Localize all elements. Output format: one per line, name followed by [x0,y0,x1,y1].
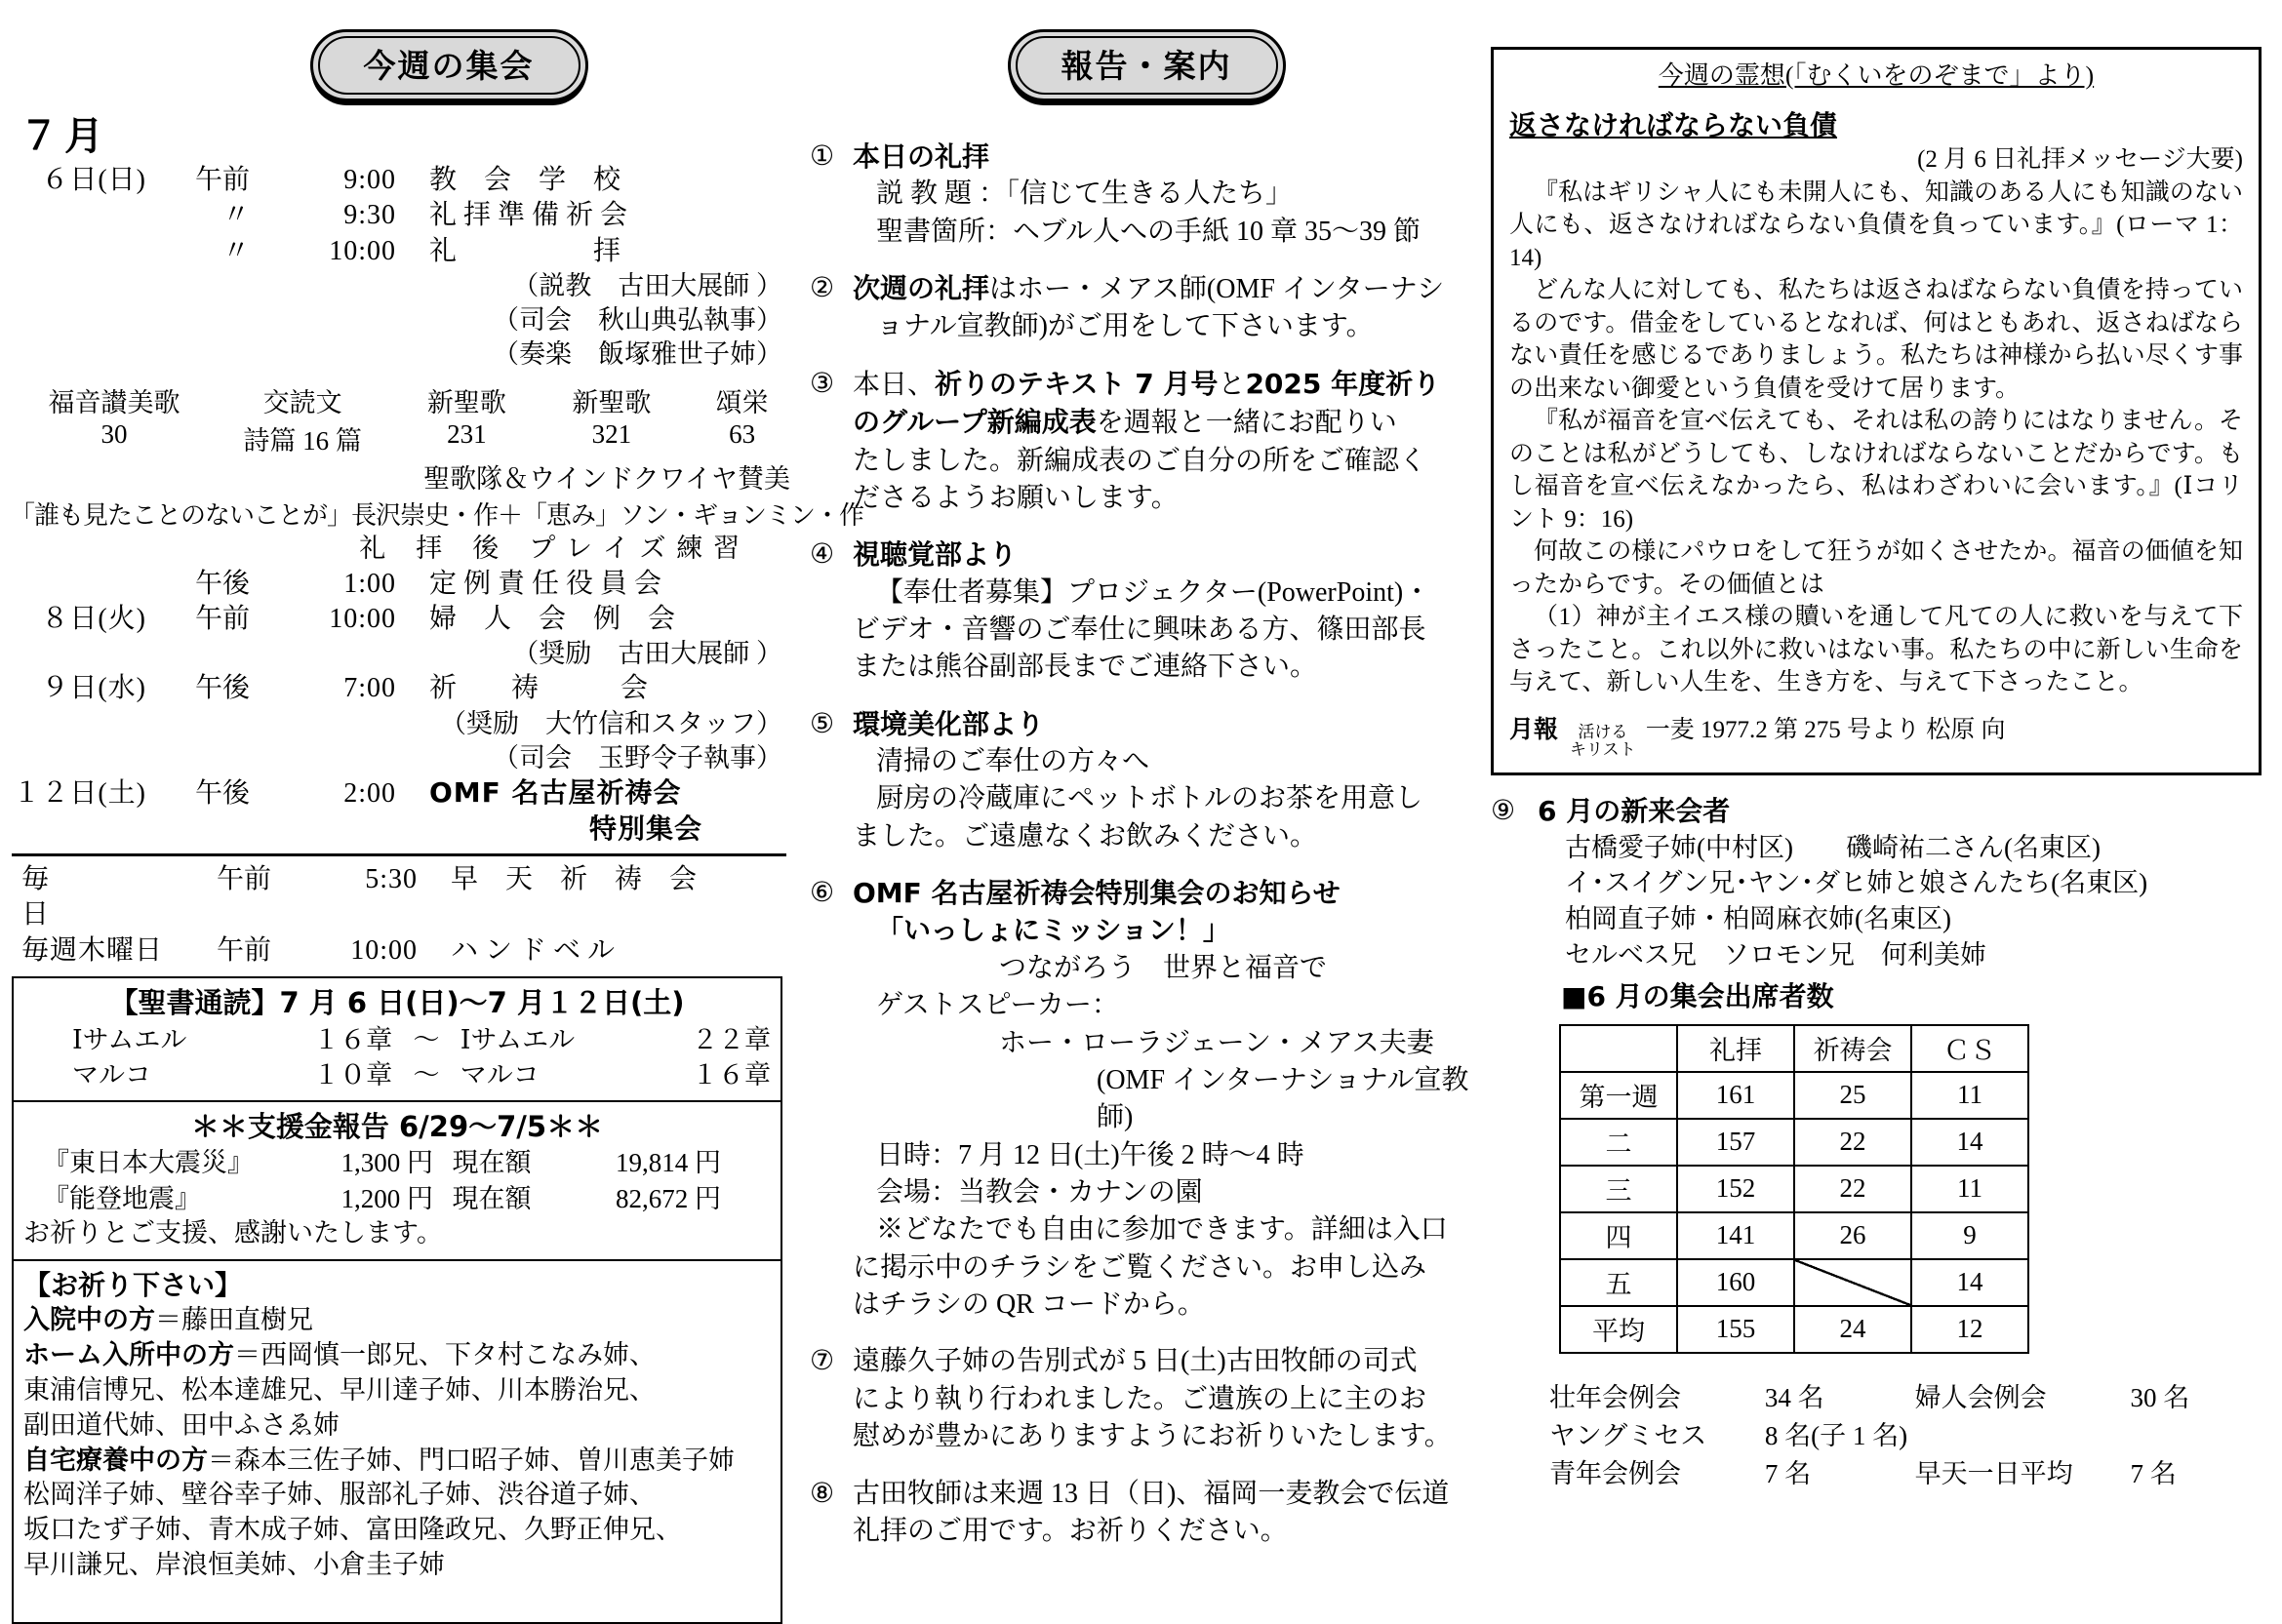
announcement-line: 礼拝のご用です。お祈りください。 [853,1515,1288,1546]
weekly-meetings-title: 今週の集会 [310,29,588,101]
prayer-sep: ＝ [208,1445,234,1475]
newcomers-section [1491,793,2262,1016]
schedule-time: 9:30 [343,200,396,231]
announcement-line: 会場：当教会・カナンの園 [876,1176,1203,1208]
schedule-time: 10:00 [329,603,396,634]
announcement-body [853,875,1483,1324]
attendance-worship: 160 [1677,1259,1794,1306]
support-amount: 1,300 円 [340,1148,433,1178]
prayer-line [23,1408,771,1444]
guest-speaker-org: (OMF インターナショナル宣教師) [1097,1064,1469,1133]
month-label: ７月 [20,114,109,159]
announcement-number: ⑧ [810,1478,835,1509]
attendance-worship: 155 [1677,1306,1794,1353]
choir-line: 聖歌隊＆ウインドクワイヤ賛美 [423,464,790,495]
attendance-col-blank [1560,1025,1677,1072]
attendance-cs: 14 [1911,1119,2028,1166]
schedule-date: ６日(日) [41,165,146,195]
prayer-line [23,1373,771,1408]
attendance-week-label: 五 [1560,1259,1677,1306]
announcement-subheading: 「いっしょにミッション！」 [876,914,1230,947]
table-header-row [1560,1025,2028,1072]
schedule-time: 1:00 [343,568,396,599]
stats-value-2: 30 名 [2130,1382,2190,1412]
announcement-number: ② [810,273,835,304]
announcement-item [810,270,1483,346]
meditation-title: 今週の霊想(「むくいをのぞまで」より) [1658,61,2095,90]
prayer-sep: ＝ [234,1339,260,1369]
left-column [0,0,864,1624]
prayer-request-box [12,1261,782,1624]
announcement-line: たしました。新編成表のご自分の所をご確認く [853,445,1427,476]
announcement-line: に掲示中のチラシをご覧ください。お申し込み [853,1251,1427,1283]
schedule-date: 毎週木曜日 [21,934,164,966]
support-label: 現在額 [452,1148,532,1178]
stats-label-2 [1915,1417,2131,1455]
announcement-item [810,366,1483,517]
schedule-row [0,602,800,637]
schedule-block-2 [0,567,800,638]
schedule-event: 定 例 責 任 役 員 会 [429,568,662,599]
meditation-source-stack [1570,724,1636,759]
meditation-paragraph: 何故この様にパウロをして狂うが如くさせたか。福音の価値を知ったからです。その価値とは [1509,538,2243,598]
prayer-meeting-note: （司会 玉野令子執事） [493,742,782,772]
meditation-source-stack-bottom: キリスト [1570,739,1636,759]
announcement-body [853,1343,1483,1455]
stats-row [1491,1455,2262,1493]
table-row [1560,1259,2028,1306]
announcement-line: ※どなたでも自由に参加できます。詳細は入口 [876,1214,1448,1246]
announcement-line: 清掃のご奉仕の方々へ [876,746,1150,777]
prayer-sep: ＝ [155,1304,181,1334]
stats-value: 34 名 [1764,1382,1824,1412]
schedule-date: １２日(土) [13,778,146,809]
announcement-line [853,270,1483,308]
stats-row [1491,1379,2262,1417]
schedule-date: ９日(水) [41,673,146,704]
announcement-line [853,366,1483,404]
support-name: 『東日本大震災』 [43,1148,254,1178]
worship-notes [0,269,800,372]
table-row [1560,1306,2028,1353]
meditation-source [1509,713,2243,759]
announcement-line: 厨房の冷蔵庫にペットボトルのお茶を用意し [876,783,1423,814]
prayer-line [23,1548,771,1583]
support-total: 82,672 円 [616,1183,721,1213]
prayer-label: 自宅療養中の方 [23,1445,208,1476]
hymn-header-row [18,381,800,419]
hymn-value-row [18,419,800,457]
announcement-tagline: つながろう 世界と福音で [999,952,1328,983]
schedule-row [0,567,800,602]
prayer-line [23,1478,771,1513]
prayer-names: 副田道代姉、田中ふさゑ姉 [23,1409,340,1440]
bible-from-chapter: １６章 [313,1024,393,1054]
guest-speaker-label: ゲストスピーカー： [876,990,1119,1021]
meditation-paragraph: どんな人に対しても、私たちは返さねばならない負債を持っているのです。借金をしているとなれば、何はともあれ、返さねばならない責任を感じるでありましょう。私たちは神様から払い尽くす事の出来ない御愛という負債を受けて居ります。 [1509,277,2243,402]
prayer-line [23,1444,771,1479]
after-service-line: 礼 拝 後 プ レ イ ズ 練 習 [359,534,741,564]
announcement-line: ました。ご遠慮なくお飲みください。 [853,820,1318,852]
announcement-body [853,1476,1483,1551]
stats-section [1491,1379,2262,1493]
support-amount: 1,200 円 [340,1183,433,1213]
announcement-tail: を週報と一緒にお配りい [1096,408,1397,439]
attendance-cs: 9 [1911,1212,2028,1259]
prayer-names: 森本三佐子姉、門口昭子姉、曽川恵美子姉 [234,1445,735,1475]
meditation-paragraph: （1）神が主イエス様の贖いを通して凡ての人に救いを与えて下さったこと。これ以外に救いはない事。私たちの中に新しい生命を与えて、新しい人生を、生き方を、与えて下さったこと。 [1509,604,2243,696]
schedule-ampm: 午後 [194,568,250,599]
attendance-week-label: 二 [1560,1119,1677,1166]
support-report-title: ＊＊支援金報告 6/29〜7/5＊＊ [190,1109,604,1143]
schedule-event: 早 天 祈 祷 会 [451,863,698,894]
prayer-names: 松岡洋子姉、壁谷幸子姉、服部礼子姉、渋谷道子姉、 [23,1480,656,1510]
schedule-event: 婦 人 会 例 会 [429,603,676,634]
hymn-value: 321 [591,419,632,450]
schedule-block-1 [0,163,800,269]
attendance-week-label: 第一週 [1560,1072,1677,1119]
schedule-ampm: 〃 [221,235,250,266]
schedule-event: 教 会 学 校 [429,165,621,195]
announcement-line: ださるようお願いします。 [853,482,1179,513]
prayer-request-title: 【お祈り下さい】 [23,1268,243,1301]
meditation-paragraph: 『私が福音を宣べ伝えても、それは私の誇りにはなりません。そのことは私がどうしても、しなければならないことだからです。もし福音を宣べ伝えなかったら、私はわざわいに会います。』(Ⅰコリント 9：16) [1509,408,2243,533]
stats-label-2: 早天一日平均 [1914,1458,2073,1488]
divider [12,853,786,856]
announcement-heading: 環境美化部より [853,707,1045,740]
announcement-line: により執り行われました。ご遺族の上に主のお [853,1383,1427,1414]
attendance-prayer: 22 [1794,1166,1911,1212]
attendance-worship: 152 [1677,1166,1794,1212]
hymn-table [0,381,800,457]
bible-to-chapter: ２２章 [692,1024,771,1054]
announcement-item [810,1476,1483,1551]
announcement-heading: 本日の礼拝 [853,140,990,173]
bible-tilde: 〜 [413,1059,440,1089]
bible-reading-row [23,1057,771,1092]
regular-meetings [0,862,800,969]
announcements-title: 報告・案内 [1008,29,1286,101]
stats-label: ヤングミセス [1549,1420,1707,1450]
meditation-source-label: 月報 [1509,714,1559,743]
announcement-heading: 次週の礼拝 [853,272,990,305]
schedule-ampm: 午前 [194,603,250,634]
stats-label-2: 婦人会例会 [1914,1382,2047,1412]
support-label: 現在額 [452,1183,532,1213]
schedule-time: 7:00 [343,673,396,704]
newcomer-line: 柏岡直子姉・柏岡麻衣姉(名東区) [1565,904,1951,934]
schedule-row [0,933,800,969]
meditation-source-rest: 一麦 1977.2 第 275 号より 松原 向 [1645,716,2006,743]
attendance-week-label: 三 [1560,1166,1677,1212]
special-meeting-title: OMF 名古屋祈祷会 [429,776,682,809]
attendance-week-label: 平均 [1560,1306,1677,1353]
special-meeting-subtitle: 特別集会 [588,812,702,846]
schedule-time: 10:00 [350,934,418,966]
announcement-body [853,366,1483,517]
bible-reading-title: 【聖書通読】7 月 6 日(日)〜7 月１２日(土) [109,985,685,1019]
stats-value: 8 名(子 1 名) [1764,1420,1908,1450]
schedule-ampm: 〃 [221,200,250,231]
schedule-date: 毎 日 [21,863,194,931]
newcomer-line: イ･スイグン兄･ヤン･ダヒ姉と娘さんたち(名東区) [1565,868,2148,898]
bible-to-book: Ⅰサムエル [460,1024,576,1054]
schedule-time: 5:30 [365,863,418,894]
announcements-header [810,29,1483,101]
announcement-number: ⑤ [810,708,835,739]
announcement-list [810,139,1483,1550]
schedule-ampm: 午前 [216,934,271,966]
announcement-number: ③ [810,368,835,399]
attendance-week-label: 四 [1560,1212,1677,1259]
schedule-time: 2:00 [343,778,396,809]
attendance-cs: 11 [1911,1166,2028,1212]
hymn-value: 63 [729,419,756,450]
schedule-row [0,198,800,233]
announcement-line: ビデオ・音響のご奉仕に興味ある方、篠田部長 [853,614,1426,645]
support-row [23,1145,771,1180]
schedule-block-3 [0,671,800,706]
bible-to-chapter: １６章 [692,1059,771,1089]
schedule-date: ８日(火) [41,603,146,634]
prayer-names: 藤田直樹兄 [181,1304,313,1334]
announcement-heading: OMF 名古屋祈祷会特別集会のお知らせ [853,877,1341,910]
stats-label: 壮年会例会 [1549,1382,1681,1412]
weekly-meetings-header [0,29,800,101]
womens-meeting-note: （奨励 古田大展師 ） [512,639,782,669]
prayer-names: 早川謙兄、岸浪恒美姉、小倉圭子姉 [23,1550,445,1580]
schedule-event: 祈 祷 会 [429,673,649,704]
schedule-ampm: 午後 [194,673,250,704]
schedule-row [0,234,800,269]
prayer-meeting-note: （奨励 大竹信和スタッフ） [440,708,782,738]
schedule-ampm: 午前 [194,165,250,195]
bible-reading-box [12,976,782,1102]
middle-column [810,0,1483,1569]
bible-from-book: マルコ [72,1059,151,1089]
announcement-heading-3: のグループ新編成表 [853,406,1097,439]
announcement-line: 説 教 題 ：「信じて生きる人たち」 [876,178,1294,210]
guest-speaker-name: ホー・ローラジェーン・メアス夫妻 [999,1027,1434,1058]
bible-from-chapter: １０章 [313,1059,393,1089]
attendance-prayer: 25 [1794,1072,1911,1119]
attendance-prayer-empty [1794,1259,1911,1306]
newcomers-body [1538,793,2262,1016]
announcement-heading: 祈りのテキスト 7 月号 [935,367,1219,400]
attendance-cs: 11 [1911,1072,2028,1119]
stats-value-2 [2131,1417,2262,1455]
meditation-box [1491,47,2262,775]
worship-note: （奏楽 飯塚雅世子姉） [493,339,782,370]
bible-to-book: マルコ [460,1059,540,1089]
schedule-row [0,862,800,933]
announcement-line: 慰めが豊かにありますようにお祈りいたします。 [853,1421,1452,1452]
hymn-header: 頌栄 [715,388,769,418]
meditation-subtitle: 返さなければならない負債 [1509,108,1838,141]
attendance-cs: 14 [1911,1259,2028,1306]
announcement-prefix: 本日、 [853,369,936,400]
announcement-number: ① [810,141,835,172]
newcomer-line: セルベス兄 ソロモン兄 何利美姉 [1565,939,1986,970]
announcement-number: ④ [810,539,835,571]
support-total: 19,814 円 [616,1148,721,1178]
schedule-event: 礼 拝 準 備 祈 会 [429,200,628,231]
announcement-mid: と [1218,369,1246,400]
announcement-body [853,270,1483,346]
support-name: 『能登地震』 [43,1183,201,1213]
special-meeting-row [0,775,800,812]
meditation-date: (2 月 6 日礼拝メッセージ大要) [1917,146,2243,174]
stats-label: 青年会例会 [1549,1458,1681,1488]
announcement-body [853,139,1483,251]
schedule-time: 9:00 [343,165,396,195]
stats-value: 7 名 [1764,1458,1812,1488]
meditation-subtitle-row [1509,107,2243,144]
announcement-number: ⑥ [810,878,835,909]
attendance-heading: ■6 月の集会出席者数 [1561,980,1834,1013]
attendance-prayer: 26 [1794,1212,1911,1259]
table-row [1560,1166,2028,1212]
table-row [1560,1072,2028,1119]
schedule-time: 10:00 [329,235,396,266]
bible-tilde: 〜 [413,1024,440,1054]
right-column [1491,0,2262,1493]
attendance-col-cs: ＣＳ [1911,1025,2028,1072]
announcement-item [810,706,1483,855]
hymn-header: 福音讃美歌 [48,388,180,418]
worship-note: （説教 古田大展師 ） [512,271,782,301]
prayer-label: ホーム入所中の方 [23,1339,234,1370]
announcement-inline: はホー・メアス師(OMF インターナシ [989,274,1445,305]
support-footer: お祈りとご支援、感謝いたします。 [23,1217,443,1248]
attendance-prayer: 24 [1794,1306,1911,1353]
stats-value-2: 7 名 [2130,1458,2177,1488]
announcement-line: または熊谷副部長までご連絡下さい。 [853,652,1318,683]
prayer-line [23,1338,771,1373]
schedule-row [0,671,800,706]
table-row [1560,1119,2028,1166]
newcomers-heading: 6 月の新来会者 [1538,794,1731,827]
stats-row [1491,1417,2262,1455]
hymn-header: 新聖歌 [572,388,652,418]
schedule-row [0,163,800,198]
announcement-item [810,1343,1483,1455]
announcement-heading: 視聴覚部より [853,538,1018,572]
attendance-prayer: 22 [1794,1119,1911,1166]
announcement-line: 【奉仕者募集】プロジェクター(PowerPoint)・ [876,576,1431,608]
hymn-value: 詩篇 16 篇 [243,426,362,456]
attendance-worship: 161 [1677,1072,1794,1119]
announcement-item [810,875,1483,1324]
hymn-header: 新聖歌 [426,388,506,418]
meditation-paragraph: 『私はギリシャ人にも未開人にも、知識のある人にも知識のない人にも、返さなければならない負債を負っています。』(ローマ 1：14) [1509,178,2243,271]
newcomer-line: 古橋愛子姉(中村区) 磯崎祐二さん(名東区) [1565,832,2101,862]
attendance-table [1559,1024,2029,1354]
prayer-label: 入院中の方 [23,1304,155,1335]
meditation-source-stack-top: 活ける [1578,722,1628,741]
announcement-number: ⑦ [810,1346,835,1377]
prayer-names: 西岡慎一郎兄、下タ村こなみ姉、 [260,1339,656,1369]
hymn-header: 交読文 [262,388,342,418]
announcement-line: 日時：7 月 12 日(土)午後 2 時〜4 時 [876,1139,1304,1170]
support-report-box [12,1102,782,1261]
prayer-line [23,1513,771,1548]
schedule-event: 礼 拝 [429,235,621,266]
worship-note: （司会 秋山典弘執事） [493,305,782,336]
schedule-ampm: 午前 [216,863,271,894]
prayer-names: 東浦信博兄、松本達雄兄、早川達子姉、川本勝治兄、 [23,1374,656,1405]
song-line: 「誰も見たことのないことが」長沢崇史・作＋「恵み」ソン・ギョンミン・作 [10,501,864,531]
prayer-names: 坂口たず子姉、青木成子姉、富田隆政兄、久野正伸兄、 [23,1515,682,1545]
announcement-line: はチラシの QR コードから。 [853,1289,1205,1321]
newcomers-number: ⑨ [1491,795,1516,826]
attendance-col-prayer: 祈祷会 [1794,1025,1911,1072]
hymn-value: 231 [447,419,487,450]
hymn-value: 30 [100,419,128,450]
bible-from-book: Ⅰサムエル [72,1024,187,1054]
schedule-event: ハ ン ド ベ ル [451,934,616,966]
announcement-body [853,706,1483,855]
announcement-item [810,139,1483,251]
announcement-item [810,536,1483,686]
attendance-worship: 141 [1677,1212,1794,1259]
announcement-line [853,404,1483,442]
announcement-line: 古田牧師は来週 13 日（日)、福岡一麦教会で伝道 [853,1478,1450,1509]
announcement-line: 聖書箇所：ヘブル人への手紙 10 章 35〜39 節 [876,216,1421,247]
attendance-worship: 157 [1677,1119,1794,1166]
table-row [1560,1212,2028,1259]
announcement-body [853,536,1483,686]
schedule-ampm: 午後 [194,778,250,809]
announcement-heading-2: 2025 年度祈り [1245,367,1441,400]
announcement-line: 遠藤久子姉の告別式が 5 日(土)古田牧師の司式 [853,1346,1418,1377]
announcement-line: ョナル宣教師)がご用をして下さいます。 [876,311,1374,342]
attendance-cs: 12 [1911,1306,2028,1353]
prayer-line [23,1303,771,1338]
attendance-col-worship: 礼拝 [1677,1025,1794,1072]
bible-reading-row [23,1022,771,1057]
support-row [23,1181,771,1216]
